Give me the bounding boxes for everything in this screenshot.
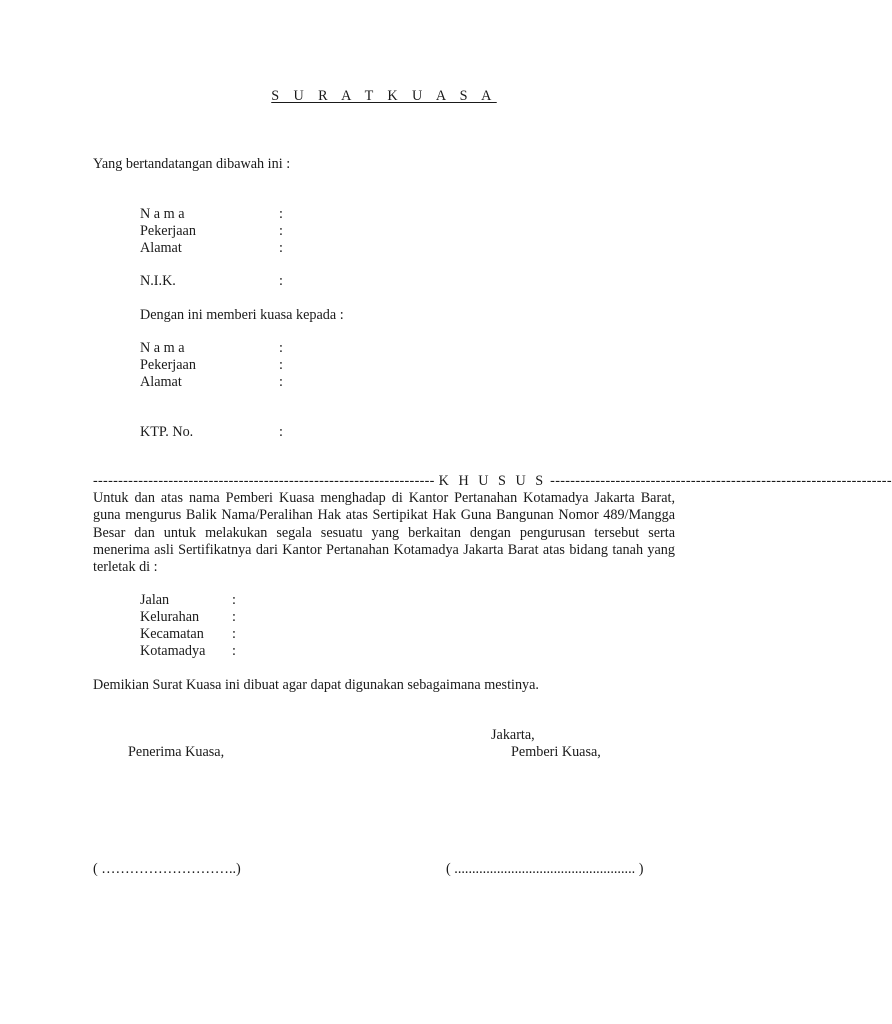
grantee-address-label: Alamat — [140, 374, 182, 390]
grantor-job-colon: : — [279, 223, 283, 239]
location-street-colon: : — [232, 592, 236, 608]
grantor-nik-label: N.I.K. — [140, 273, 176, 289]
grantor-address-colon: : — [279, 240, 283, 256]
location-street-label: Jalan — [140, 592, 170, 608]
grantee-ktp-label: KTP. No. — [140, 424, 194, 440]
grant-statement: Dengan ini memberi kuasa kepada : — [140, 307, 344, 323]
divider-right-dashes: -------------------------------------------------------------------- — [550, 473, 892, 489]
khusus-divider — [93, 473, 892, 490]
giver-signature-line: ( ................................................... ) — [446, 861, 644, 877]
grantor-address-label: Alamat — [140, 240, 182, 256]
giver-label: Pemberi Kuasa, — [511, 744, 601, 760]
intro-text: Yang bertandatangan dibawah ini : — [93, 156, 291, 172]
place-text: Jakarta, — [491, 727, 535, 743]
grantor-name-label: N a m a — [140, 206, 185, 222]
grantor-nik-colon: : — [279, 273, 283, 289]
recipient-signature-line: ( ………………………..) — [93, 861, 241, 877]
location-city-label: Kotamadya — [140, 643, 206, 659]
location-district-label: Kecamatan — [140, 626, 204, 642]
grantee-address-colon: : — [279, 374, 283, 390]
body-paragraph: Untuk dan atas nama Pemberi Kuasa menghadap di Kantor Pertanahan Kotamadya Jakarta Barat, guna mengurus Balik Nama/Peralihan Hak atas Sertipikat Hak Guna Bangunan Nomor 489/Mangga Besar dan untuk melakukan segala sesuatu yang berkaitan dengan pengurusan tersebut serta menerima asli Sertifikatnya dari Kantor Pertanahan Kotamadya Jakarta Barat atas bidang tanah yang terletak di : — [93, 490, 675, 576]
grantee-ktp-colon: : — [279, 424, 283, 440]
location-district-colon: : — [232, 626, 236, 642]
grantee-job-colon: : — [279, 357, 283, 373]
grantee-name-colon: : — [279, 340, 283, 356]
grantor-job-label: Pekerjaan — [140, 223, 196, 239]
location-city-colon: : — [232, 643, 236, 659]
divider-word: K H U S U S — [438, 473, 547, 489]
location-village-label: Kelurahan — [140, 609, 200, 625]
grantee-job-label: Pekerjaan — [140, 357, 196, 373]
grantor-name-colon: : — [279, 206, 283, 222]
divider-left-dashes: -------------------------------------------------------------------- — [93, 473, 435, 489]
location-village-colon: : — [232, 609, 236, 625]
document-title: S U R A T K U A S A — [271, 88, 497, 104]
recipient-label: Penerima Kuasa, — [128, 744, 225, 760]
closing-text: Demikian Surat Kuasa ini dibuat agar dapat digunakan sebagaimana mestinya. — [93, 677, 539, 693]
grantee-name-label: N a m a — [140, 340, 185, 356]
